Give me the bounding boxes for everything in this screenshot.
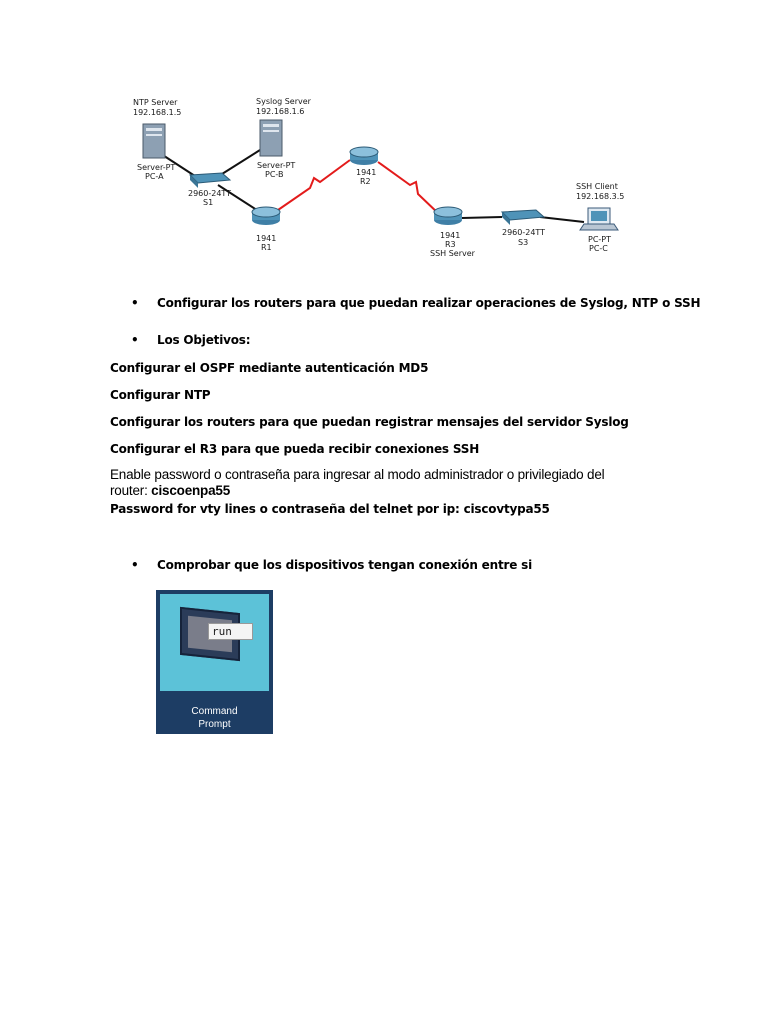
s3-model: 2960-24TT	[502, 228, 546, 237]
command-prompt-tile[interactable]	[156, 590, 273, 734]
s3-name: S3	[518, 238, 529, 247]
pcc-name: PC-C	[589, 244, 608, 253]
bullet-text: Los Objetivos:	[157, 333, 251, 347]
vty-password-value: ciscovtypa55	[463, 502, 550, 516]
run-box: run	[208, 623, 253, 640]
ntp-server-title: NTP Server	[133, 98, 178, 107]
ntp-server-ip: 192.168.1.5	[133, 108, 182, 117]
pcc-type: PC-PT	[588, 235, 612, 244]
router-r3-icon	[434, 207, 462, 225]
server-pc-a-icon	[143, 124, 165, 158]
server-pc-b-icon	[260, 120, 282, 156]
vty-password-prefix: Password for vty lines o contraseña del telnet por ip:	[110, 502, 464, 516]
r3-role: SSH Server	[430, 249, 475, 258]
bullet-text: Comprobar que los dispositivos tengan conexión entre si	[157, 558, 532, 572]
laptop-pc-c-icon	[580, 208, 618, 230]
link-pcb-s1	[222, 150, 260, 174]
router-r2-icon	[350, 147, 378, 165]
pcb-type: Server-PT	[257, 161, 296, 170]
objective-ssh: Configurar el R3 para que pueda recibir conexiones SSH	[110, 442, 480, 456]
r3-model: 1941	[440, 231, 461, 240]
r1-model: 1941	[256, 234, 277, 243]
switch-s1-icon	[190, 173, 230, 188]
command-prompt-icon	[160, 594, 269, 691]
link-s3-pcc	[540, 217, 584, 222]
objective-syslog: Configurar los routers para que puedan registrar mensajes del servidor Syslog	[110, 415, 629, 429]
ssh-client-title: SSH Client	[576, 182, 618, 191]
pca-name: PC-A	[145, 172, 164, 181]
enable-password-prefix: router:	[110, 483, 152, 498]
syslog-server-ip: 192.168.1.6	[256, 107, 305, 116]
r1-name: R1	[261, 243, 272, 252]
syslog-server-title: Syslog Server	[256, 97, 311, 106]
enable-password-line2	[110, 483, 230, 498]
network-topology-diagram	[110, 90, 630, 265]
bullet-icon: •	[131, 296, 139, 310]
switch-s3-icon	[502, 210, 544, 225]
command-prompt-label-line1: Command	[191, 706, 238, 717]
vty-password-line	[110, 502, 550, 516]
r2-model: 1941	[356, 168, 377, 177]
pcb-name: PC-B	[265, 170, 284, 179]
router-r1-icon	[252, 207, 280, 225]
bullet-text: Configurar los routers para que puedan realizar operaciones de Syslog, NTP o SSH	[157, 296, 701, 310]
link-r2-r3-serial	[378, 162, 440, 215]
s1-name: S1	[203, 198, 214, 207]
bullet-icon: •	[131, 333, 139, 347]
s1-model: 2960-24TT	[188, 189, 232, 198]
pca-type: Server-PT	[137, 163, 176, 172]
r2-name: R2	[360, 177, 371, 186]
r3-name: R3	[445, 240, 456, 249]
enable-password-line1: Enable password o contraseña para ingresar al modo administrador o privilegiado del	[110, 467, 605, 482]
objective-ntp: Configurar NTP	[110, 388, 211, 402]
enable-password-value: ciscoenpa55	[151, 483, 231, 498]
command-prompt-label-line2: Prompt	[198, 719, 231, 730]
objective-ospf: Configurar el OSPF mediante autenticación MD5	[110, 361, 429, 375]
ssh-client-ip: 192.168.3.5	[576, 192, 625, 201]
bullet-icon: •	[131, 558, 139, 572]
link-r3-s3	[462, 217, 502, 218]
